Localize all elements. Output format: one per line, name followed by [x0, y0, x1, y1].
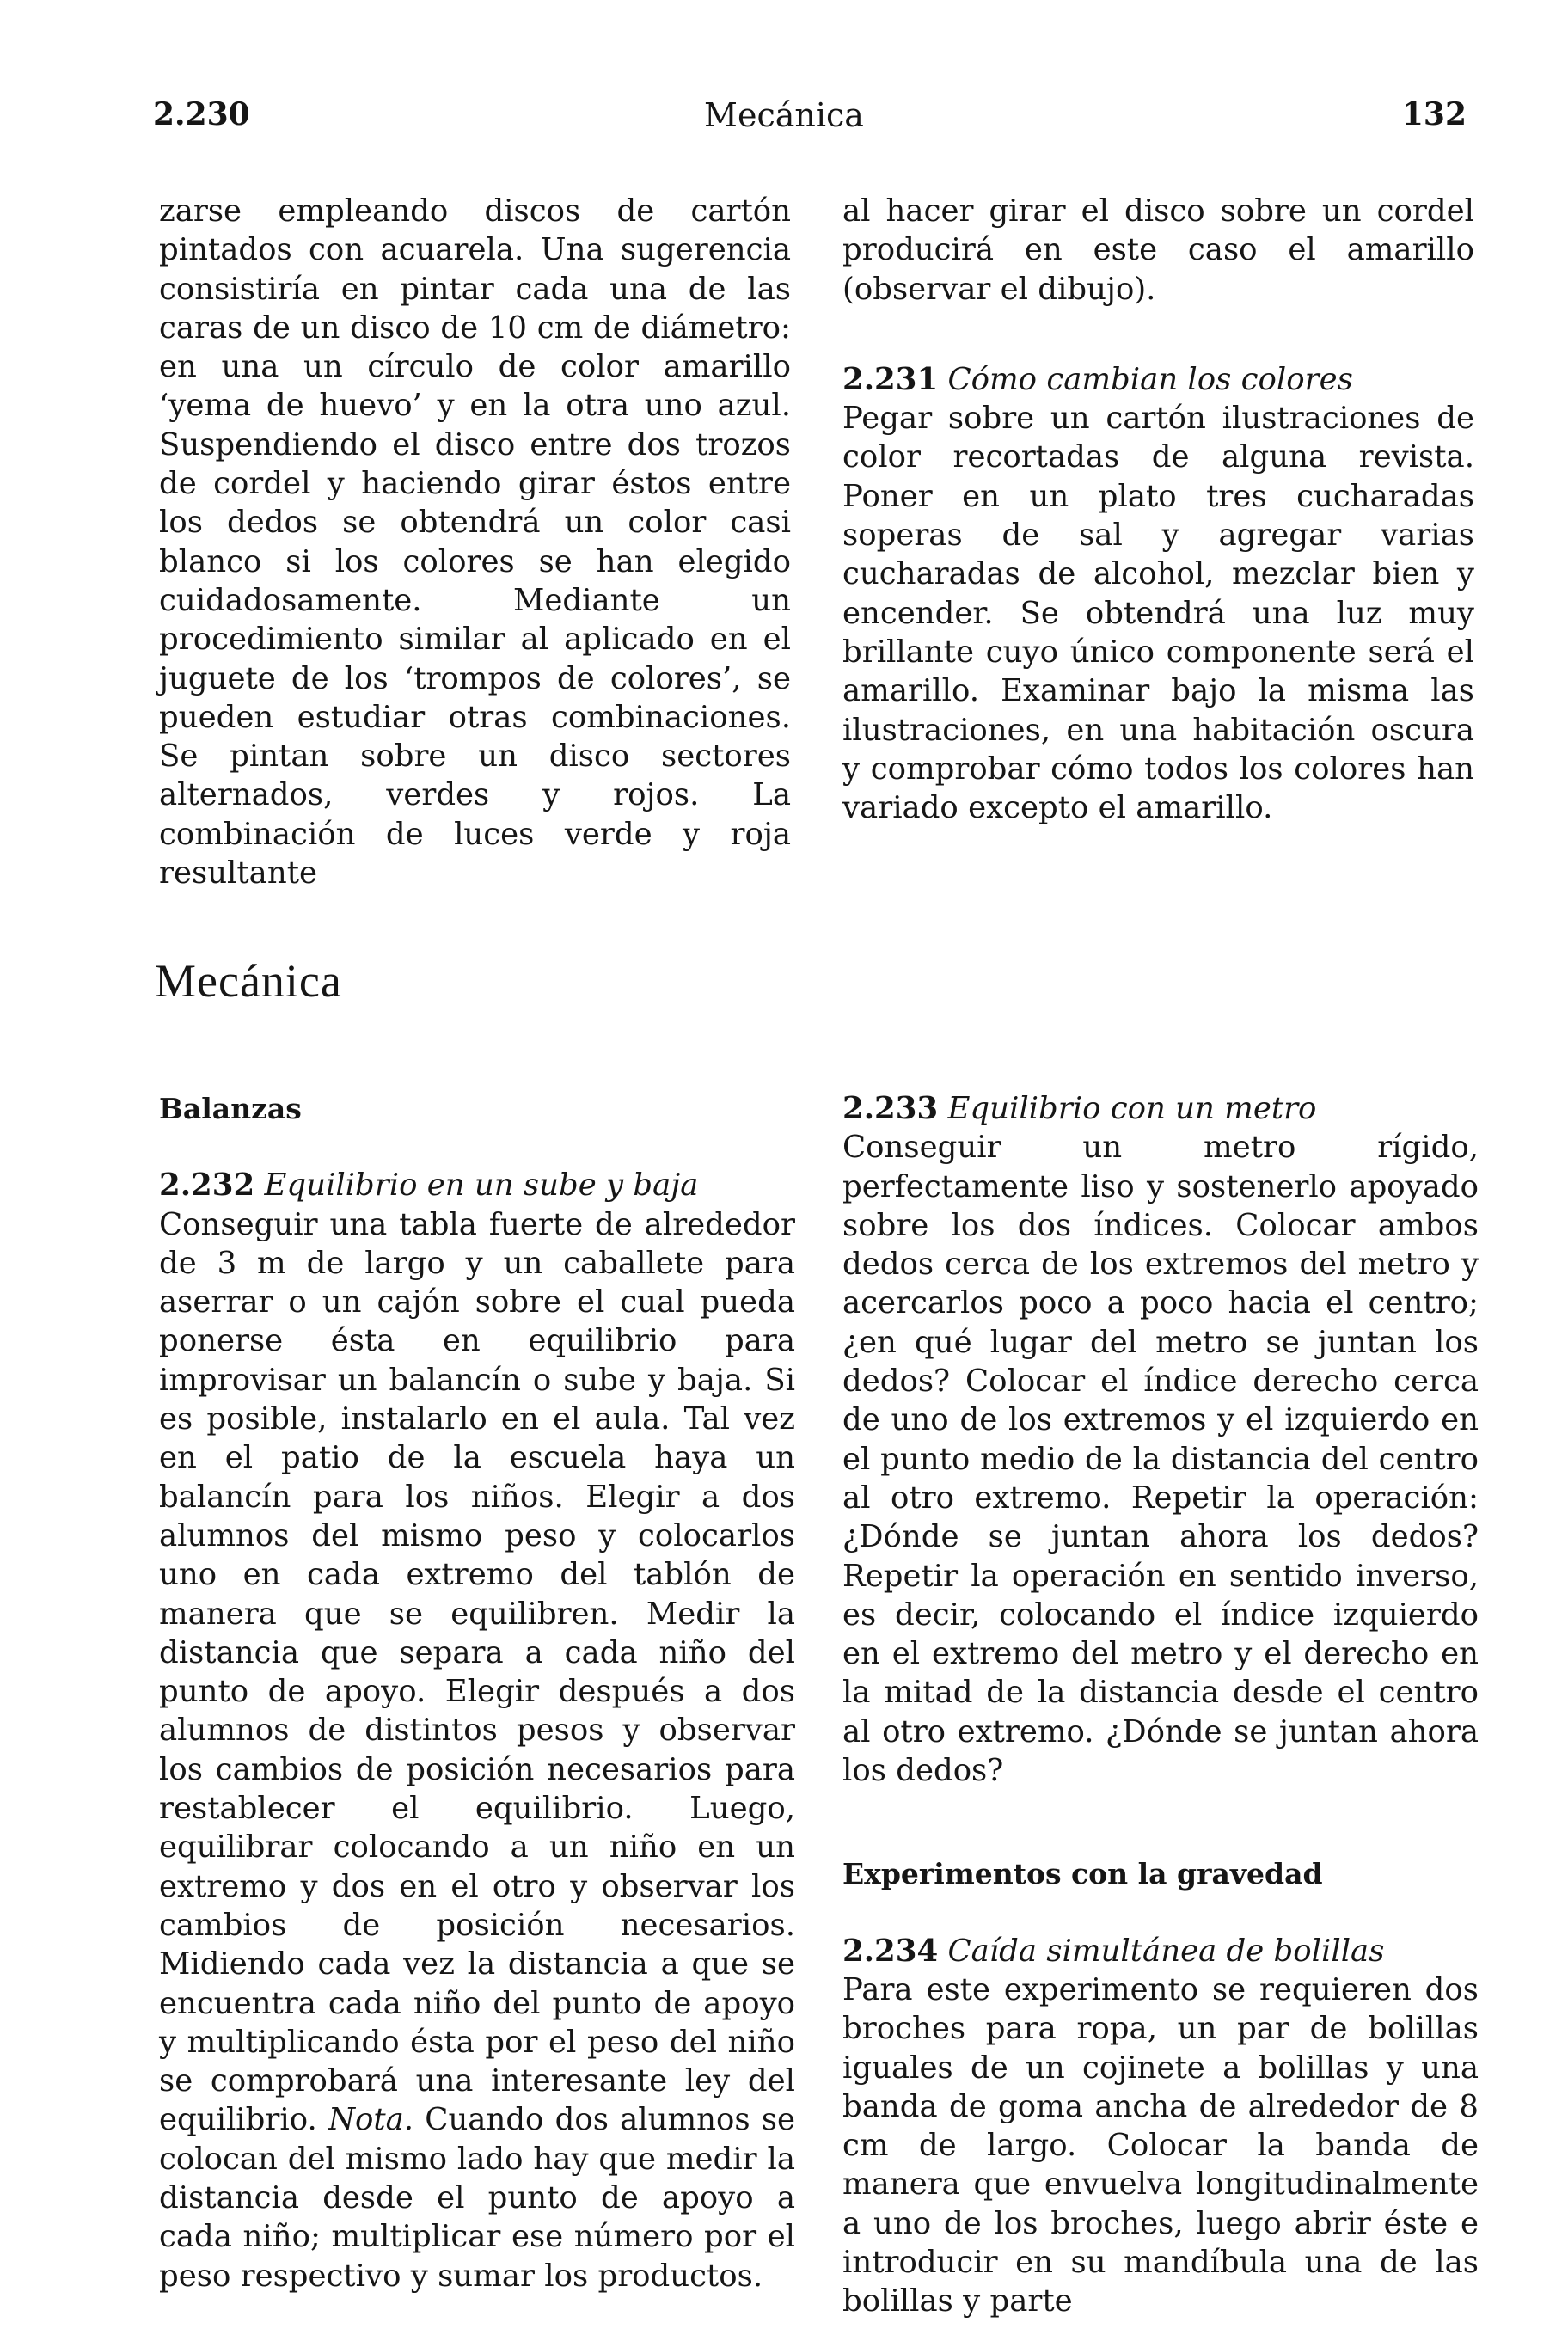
- section-title: Mecánica: [155, 955, 342, 1007]
- entry-2234-title-line: [842, 1932, 1479, 1970]
- entry-2232-body: [159, 1205, 795, 2295]
- lower-left-column: [159, 1089, 795, 2295]
- entry-2232-text: Conseguir una tabla fuerte de alrededor de 3 m de largo y un caballete para aserrar o un cajón sobre el cual pueda ponerse ésta en equilibrio para improvisar un balancín o sube y baja. Si es posible, instalarlo en el aula. Tal vez en el patio de la escuela haya un balancín para los niños. Elegir a dos alumnos del mismo peso y colocarlos uno en cada extremo del tablón de manera que se equilibren. Medir la distancia que separa a cada niño del punto de apoyo. Elegir después a dos alumnos de distintos pesos y observar los cambios de posición necesarios para restablecer el equilibrio. Luego, equilibrar colocando a un niño en un extremo y dos en el otro y observar los cambios de posición necesarios. Midiendo cada vez la distancia a que se encuentra cada niño del punto de apoyo y multiplicando ésta por el peso del niño se comprobará una interesante ley del equilibrio.: [159, 1206, 795, 2138]
- entry-title: Equilibrio en un sube y baja: [264, 1167, 699, 1204]
- note-text: Cuando dos alumnos se colocan del mismo lado hay que medir la distancia desde el punto de apoyo a cada niño; multiplicar ese número por el peso respectivo y sumar los productos.: [159, 2102, 795, 2294]
- subsection-heading-balanzas: Balanzas: [159, 1092, 302, 1125]
- subsection-heading-gravedad: Experimentos con la gravedad: [842, 1857, 1323, 1891]
- note-label: Nota.: [328, 2102, 414, 2138]
- running-head-section-number: 2.230: [153, 96, 250, 132]
- top-left-column: [159, 192, 791, 892]
- entry-2233-title-line: [842, 1089, 1479, 1128]
- running-head-chapter: Mecánica: [704, 96, 864, 134]
- page-number: 132: [1401, 96, 1467, 132]
- entry-title: Caída simultánea de bolillas: [947, 1933, 1385, 1969]
- entry-title: Equilibrio con un metro: [947, 1091, 1317, 1126]
- lower-right-column: [842, 1089, 1479, 2321]
- top-right-column: [842, 192, 1474, 827]
- entry-number: 2.234: [842, 1933, 939, 1969]
- entry-number: 2.231: [842, 361, 939, 397]
- entry-2234-body: Para este experimento se requieren dos broches para ropa, un par de bolillas iguales de un cojinete a bolillas y una banda de goma ancha de alrededor de 8 cm de largo. Colocar la banda de manera que envuelva longitudinalmente a uno de los broches, luego abrir éste e introducir en su mandíbula una de las bolillas y parte: [842, 1971, 1479, 2320]
- entry-2232-title-line: [159, 1166, 795, 1204]
- continued-paragraph-end: al hacer girar el disco sobre un cordel producirá en este caso el amarillo (observar el dibujo).: [842, 193, 1474, 307]
- continued-paragraph: zarse empleando discos de cartón pintados con acuarela. Una sugerencia consistiría en pintar cada una de las caras de un disco de 10 cm de diámetro: en una un círculo de color amarillo ‘yema de huevo’ y en la otra uno azul. Suspendiendo el disco entre dos trozos de cordel y haciendo girar éstos entre los dedos se obtendrá un color casi blanco si los colores se han elegido cuidadosamente. Mediante un procedimiento similar al aplicado en el juguete de los ‘trompos de colores’, se pueden estudiar otras combinaciones. Se pintan sobre un disco sectores alternados, verdes y rojos. La combinación de luces verde y roja resultante: [159, 193, 791, 892]
- entry-2231-body: Pegar sobre un cartón ilustraciones de color recortadas de alguna revista. Poner en un plato tres cucharadas soperas de sal y agregar varias cucharadas de alcohol, mezclar bien y encender. Se obtendrá una luz muy brillante cuyo único componente será el amarillo. Examinar bajo la misma las ilustraciones, en una habitación oscura y comprobar cómo todos los colores han variado excepto el amarillo.: [842, 401, 1474, 826]
- entry-2231-title-line: [842, 360, 1474, 399]
- entry-number: 2.233: [842, 1091, 939, 1126]
- entry-title: Cómo cambian los colores: [947, 361, 1353, 397]
- entry-2233-body: Conseguir un metro rígido, perfectamente liso y sostenerlo apoyado sobre los dos índices. Colocar ambos dedos cerca de los extremos del metro y acercarlos poco a poco hacia el centro; ¿en qué lugar del metro se juntan los dedos? Colocar el índice derecho cerca de uno de los extremos y el izquierdo en el punto medio de la distancia del centro al otro extremo. Repetir la operación: ¿Dónde se juntan ahora los dedos? Repetir la operación en sentido inverso, es decir, colocando el índice izquierdo en el extremo del metro y el derecho en la mitad de la distancia desde el centro al otro extremo. ¿Dónde se juntan ahora los dedos?: [842, 1130, 1479, 1789]
- entry-number: 2.232: [159, 1167, 255, 1204]
